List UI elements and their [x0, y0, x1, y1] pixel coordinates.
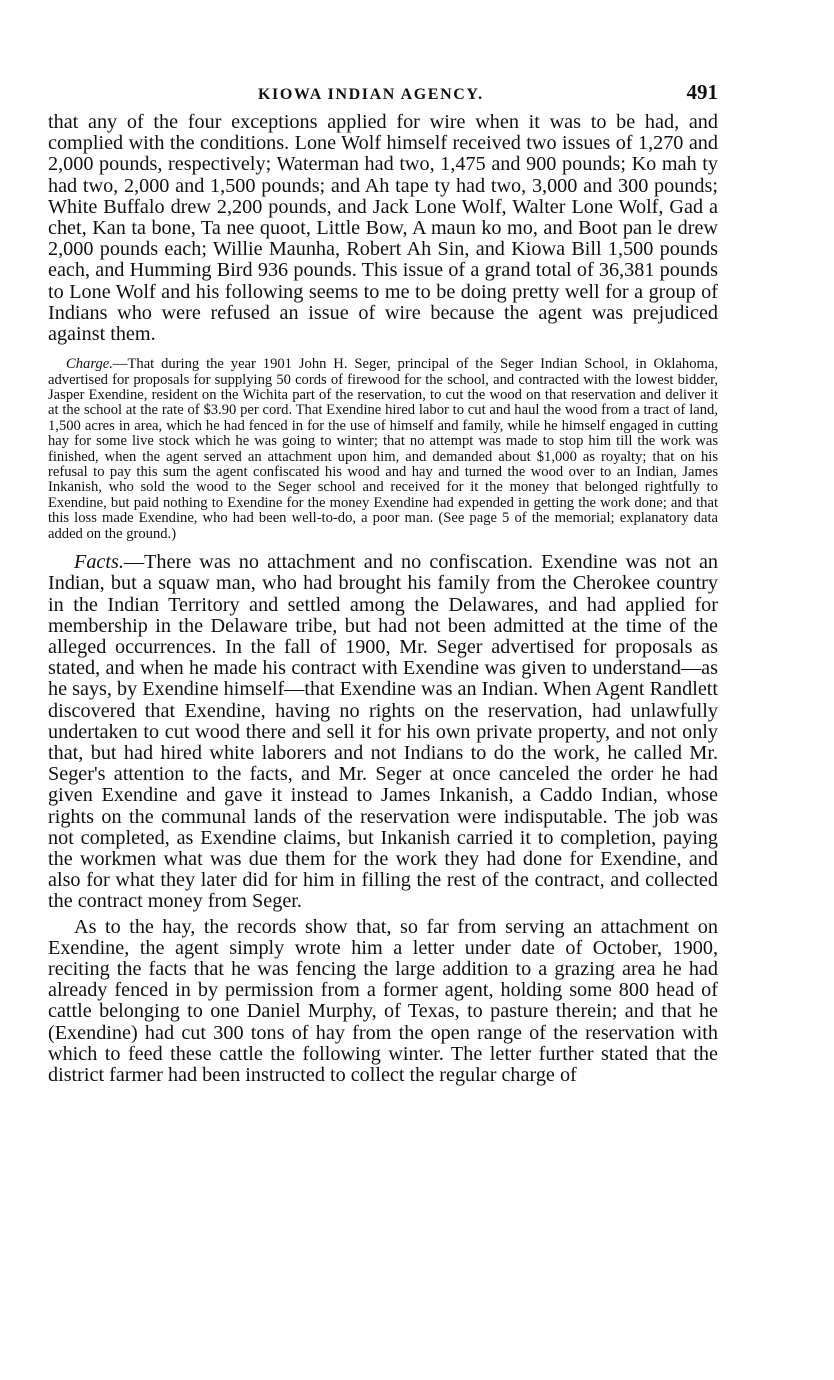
- facts-paragraph: [48, 552, 718, 912]
- facts-text: —There was no attachment and no confiscation. Exendine was not an Indian, but a squaw man, who had brought his family from the Cherokee country in the Indian Territory and settled among the Delawares, and had applied for membership in the Delaware tribe, but had not been admitted at the time of the alleged occurrences. In the fall of 1900, Mr. Seger advertised for proposals as stated, and when he made his contract with Exendine was given to understand—as he says, by Exendine himself—that Exendine was an Indian. When Agent Randlett discovered that Exendine, having no rights on the reservation, had unlawfully undertaken to cut wood there and sell it for his own private property, and not only that, but had hired white laborers and not Indians to do the work, he called Mr. Seger's attention to the facts, and Mr. Seger at once canceled the order he had given Exendine and gave it instead to James Inkanish, a Caddo Indian, whose rights on the communal lands of the reservation were indisputable. The job was not completed, as Exendine claims, but Inkanish carried it to completion, paying the workmen what was due them for the work they had done for Exendine, and also for what they later did for him in filling the rest of the contract, and collected the contract money from Seger.: [48, 551, 718, 913]
- hay-paragraph: [48, 917, 718, 1087]
- running-head: KIOWA INDIAN AGENCY.: [258, 86, 484, 103]
- hay-paragraph-text: As to the hay, the records show that, so far from serving an attachment on Exendine, the agent simply wrote him a letter under date of October, 1900, reciting the facts that he was fencing the large addition to a grazing area he had already fenced in by permission from a former agent, holding some 800 head of cattle belonging to one Daniel Murphy, of Texas, to pasture therein; and that he (Exendine) had cut 300 tons of hay from the open range of the reservation with which to feed these cattle the following winter. The letter further stated that the district farmer had been instructed to collect the regular charge of: [48, 915, 718, 1086]
- facts-label: Facts.: [74, 551, 124, 574]
- charge-label: Charge.: [66, 356, 113, 373]
- continuation-paragraph-text: that any of the four exceptions applied for wire when it was to be had, and complied with the conditions. Lone Wolf himself received two issues of 1,270 and 2,000 pounds, respectively; Waterman had two, 1,475 and 900 pounds; Ko mah ty had two, 2,000 and 1,500 pounds; and Ah tape ty had two, 3,000 and 300 pounds; White Buffalo drew 2,200 pounds, and Jack Lone Wolf, Walter Lone Wolf, Gad a chet, Kan ta bone, Ta nee quoot, Little Bow, A maun ko mo, and Boot pan le drew 2,000 pounds each; Willie Maunha, Robert Ah Sin, and Kiowa Bill 1,500 pounds each, and Humming Bird 936 pounds. This issue of a grand total of 36,381 pounds to Lone Wolf and his following seems to me to be doing pretty well for a group of Indians who were refused an issue of wire because the agent was prejudiced against them.: [48, 111, 718, 346]
- continuation-paragraph: [48, 112, 718, 345]
- page-number: 491: [686, 80, 718, 104]
- page-header: [48, 78, 718, 112]
- charge-text: —That during the year 1901 John H. Seger, principal of the Seger Indian School, in Oklahoma, advertised for proposals for supplying 50 cords of firewood for the school, and contracted with the lowest bidder, Jasper Exendine, resident on the Wichita part of the reservation, to cut the wood on that reservation and deliver it at the school at the rate of $3.90 per cord. That Exendine hired labor to cut and haul the wood from a tract of land, 1,500 acres in area, which he had fenced in for the use of himself and family, while he himself engaged in cutting hay for some live stock which he was going to winter; that no attempt was made to stop him till the work was finished, when the agent served an attachment upon him, and demanded about $1,000 as royalty; that on his refusal to pay this sum the agent confiscated his wood and hay and turned the wood over to an Indian, James Inkanish, who sold the wood to the Seger school and received for it the money that belonged rightfully to Exendine, but paid nothing to Exendine for the money Exendine had expended in getting the work done; and that this loss made Exendine, who had been well-to-do, a poor man. (See page 5 of the memorial; explanatory data added on the ground.): [48, 356, 718, 542]
- charge-paragraph: [48, 357, 718, 542]
